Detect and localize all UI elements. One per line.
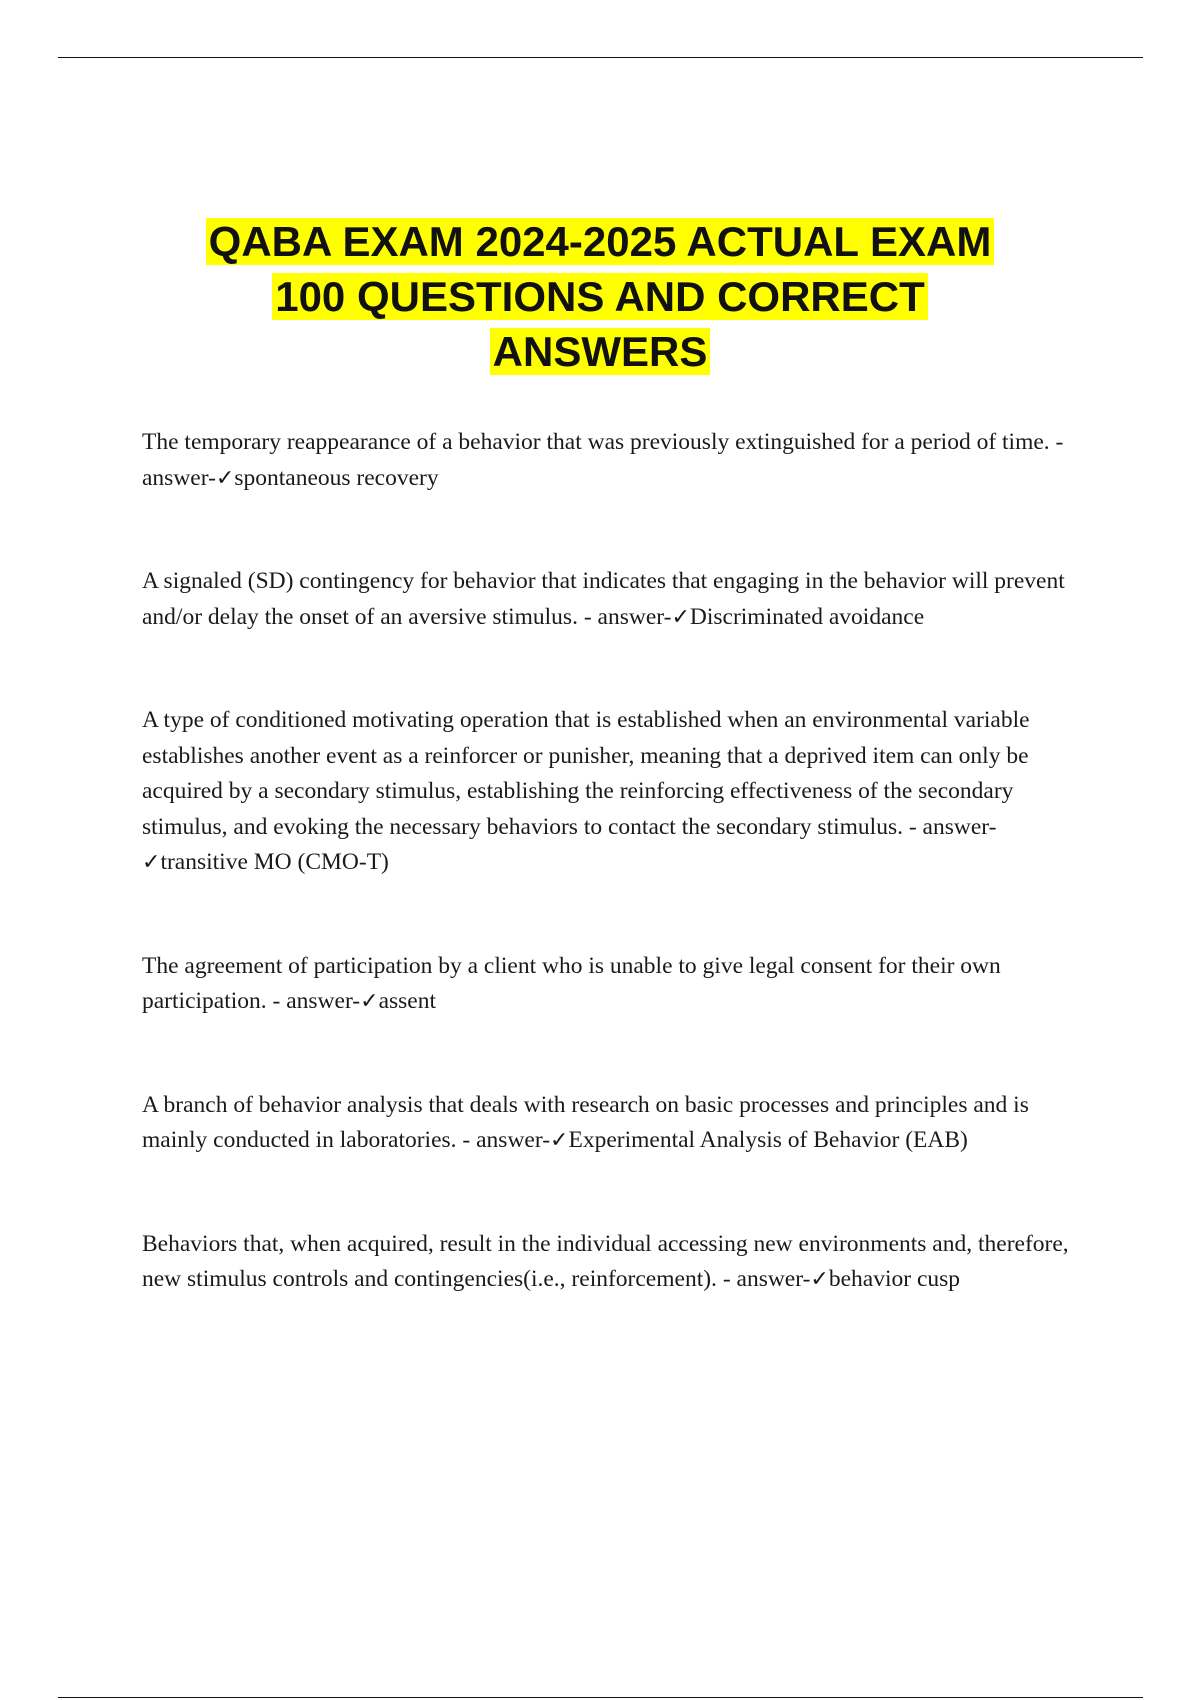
answer-prefix: - answer- xyxy=(142,429,1064,491)
document-title xyxy=(0,214,1200,379)
answer-text: behavior cusp xyxy=(828,1266,961,1292)
top-divider xyxy=(58,57,1143,58)
answer-prefix: - answer- xyxy=(456,1127,551,1153)
question-text: A type of conditioned motivating operation that is established when an environmental variable establishes another event as a reinforcer or punisher, meaning that a deprived item can only be acquired by a secondary stimulus, establishing the reinforcing effectiveness of the secondary stimulus, and evoking the necessary behaviors to contact the secondary stimulus. xyxy=(142,707,1030,840)
answer-text: Discriminated avoidance xyxy=(689,603,925,630)
check-icon: ✓ xyxy=(142,850,161,875)
bottom-divider xyxy=(58,1697,1143,1698)
question-text: Behaviors that, when acquired, result in the individual accessing new environments and, therefore, new stimulus controls and contingencies(i.e., reinforcement). xyxy=(142,1230,1069,1292)
qa-item-6 xyxy=(142,1227,1082,1298)
answer-prefix: - answer- xyxy=(716,1266,811,1292)
question-text: A signaled (SD) contingency for behavior that indicates that engaging in the behavior will prevent and/or delay the onset of an aversive stimulus. xyxy=(142,568,1065,630)
check-icon: ✓ xyxy=(360,989,379,1014)
question-text: A branch of behavior analysis that deals with research on basic processes and principles and is mainly conducted in laboratories. xyxy=(142,1091,1029,1153)
answer-text: Experimental Analysis of Behavior (EAB) xyxy=(568,1127,968,1153)
question-text: The temporary reappearance of a behavior that was previously extinguished for a period of time. xyxy=(142,429,1050,455)
answer-prefix: - answer- xyxy=(577,603,672,630)
answer-prefix: - answer- xyxy=(902,813,997,840)
check-icon: ✓ xyxy=(215,465,235,491)
qa-item-3 xyxy=(142,703,1082,881)
title-line-3: ANSWERS xyxy=(490,328,711,375)
qa-item-5 xyxy=(142,1088,1082,1159)
question-text: The agreement of participation by a client who is unable to give legal consent for their own participation. xyxy=(142,952,1001,1014)
title-line-2: 100 QUESTIONS AND CORRECT xyxy=(272,273,928,320)
check-icon: ✓ xyxy=(550,1128,569,1153)
check-icon: ✓ xyxy=(810,1267,829,1292)
qa-item-4 xyxy=(142,949,1082,1020)
answer-text: assent xyxy=(378,988,436,1014)
answer-text: transitive MO (CMO-T) xyxy=(160,849,389,875)
qa-list xyxy=(142,425,1082,1366)
check-icon: ✓ xyxy=(671,604,690,630)
qa-item-1 xyxy=(142,425,1082,496)
answer-prefix: - answer- xyxy=(266,988,361,1014)
title-line-1: QABA EXAM 2024-2025 ACTUAL EXAM xyxy=(206,218,995,265)
answer-text: spontaneous recovery xyxy=(234,464,439,491)
qa-item-2 xyxy=(142,564,1082,635)
